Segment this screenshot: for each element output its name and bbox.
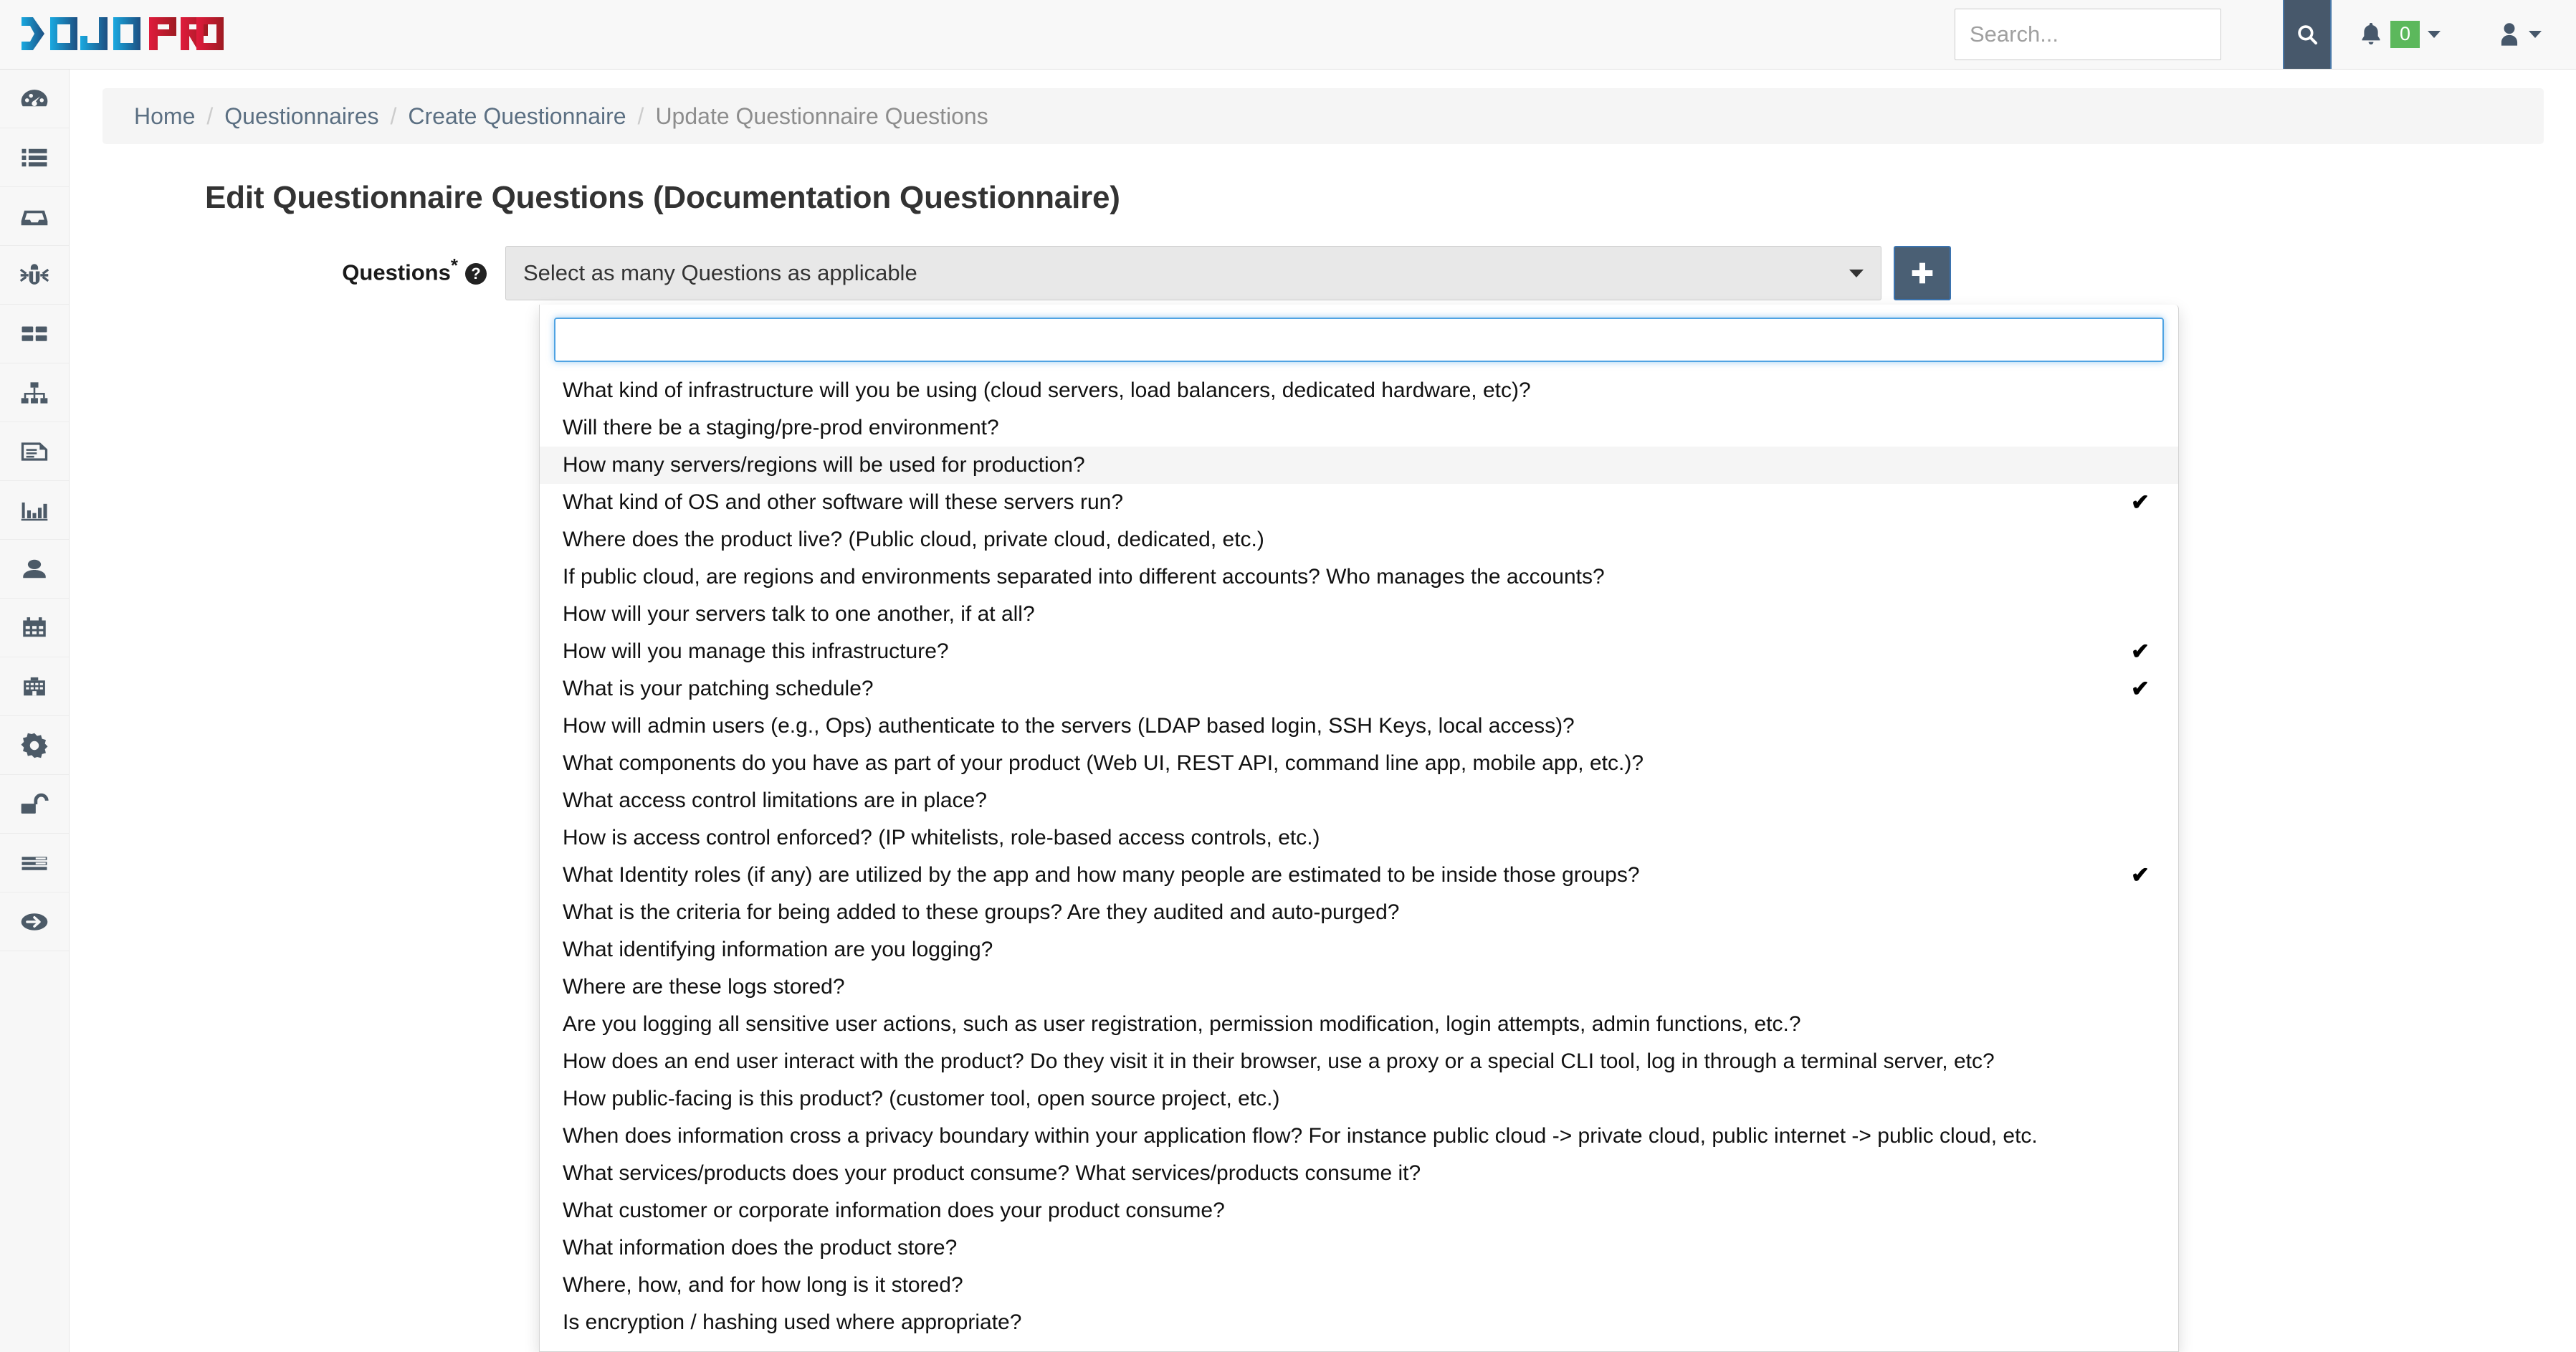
chevron-down-icon: [1849, 270, 1864, 277]
question-option[interactable]: [540, 745, 2178, 782]
breadcrumb-separator: /: [637, 103, 644, 129]
check-icon: ✔: [2131, 676, 2150, 701]
brand-logo[interactable]: [19, 13, 226, 54]
dropdown-search-input[interactable]: [554, 318, 2164, 362]
navbar-right-group: [1955, 0, 2576, 69]
question-option-label: Are you logging all sensitive user actions, such as user registration, permission modification, login attempts, admin functions, etc.?: [563, 1012, 1801, 1036]
list-icon: [19, 143, 49, 173]
sidebar-item-inbox[interactable]: [0, 187, 69, 246]
left-sidebar: [0, 70, 70, 1352]
dropdown-search-wrapper: [540, 318, 2178, 372]
breadcrumb: [102, 88, 2544, 144]
questions-select-placeholder: Select as many Questions as applicable: [523, 260, 917, 285]
question-option-label: Where are these logs stored?: [563, 975, 845, 999]
question-option-label: How will you manage this infrastructure?: [563, 639, 949, 663]
question-option-label: What kind of infrastructure will you be using (cloud servers, load balancers, dedicated hardware, etc)?: [563, 379, 1531, 402]
questions-multiselect-button[interactable]: [505, 246, 1881, 300]
question-option-label: What is the criteria for being added to these groups? Are they audited and auto-purged?: [563, 900, 1400, 924]
sidebar-item-organization[interactable]: [0, 657, 69, 716]
dojopro-logo-icon: [19, 13, 226, 54]
notifications-dropdown[interactable]: [2359, 21, 2441, 48]
sidebar-item-settings[interactable]: [0, 716, 69, 775]
required-marker: *: [450, 254, 458, 276]
add-question-button[interactable]: [1894, 246, 1951, 300]
question-option[interactable]: [540, 1006, 2178, 1043]
question-option-label: How public-facing is this product? (customer tool, open source project, etc.): [563, 1087, 1280, 1110]
question-option[interactable]: [540, 819, 2178, 857]
sidebar-item-logout[interactable]: [0, 892, 69, 951]
chevron-down-icon: [2529, 31, 2542, 38]
breadcrumb-item-questionnaires[interactable]: Questionnaires: [224, 103, 379, 129]
question-option[interactable]: [540, 782, 2178, 819]
sidebar-item-bug[interactable]: [0, 246, 69, 305]
question-option[interactable]: [540, 857, 2178, 894]
question-option-label: What Identity roles (if any) are utilized by the app and how many people are estimated to be inside those groups?: [563, 863, 1640, 887]
question-option[interactable]: [540, 596, 2178, 633]
question-option-label: If public cloud, are regions and environments separated into different accounts? Who manages the accounts?: [563, 565, 1605, 589]
sidebar-item-permissions[interactable]: [0, 775, 69, 834]
question-option[interactable]: [540, 633, 2178, 670]
gear-icon: [19, 730, 50, 761]
breadcrumb-item-home[interactable]: Home: [134, 103, 196, 129]
help-icon[interactable]: ?: [465, 263, 487, 285]
notification-count-badge: 0: [2390, 21, 2420, 47]
question-option-label: What identifying information are you logging?: [563, 938, 993, 961]
question-option-label: How is access control enforced? (IP whitelists, role-based access controls, etc.): [563, 826, 1320, 849]
question-option-label: How does an end user interact with the product? Do they visit it in their browser, use a proxy or a special CLI tool, log in through a terminal server, etc?: [563, 1049, 1995, 1073]
question-option[interactable]: [540, 521, 2178, 558]
sidebar-item-grid[interactable]: [0, 305, 69, 363]
question-option-label: Is encryption / hashing used where appropriate?: [563, 1310, 1022, 1334]
questions-field-label: [70, 246, 505, 285]
question-option[interactable]: [540, 708, 2178, 745]
question-option-label: What customer or corporate information does your product consume?: [563, 1199, 1225, 1222]
question-option-label: How many servers/regions will be used for production?: [563, 453, 1085, 477]
sidebar-item-list[interactable]: [0, 128, 69, 187]
breadcrumb-separator: /: [390, 103, 397, 129]
calendar-icon: [19, 613, 49, 643]
list-alt-icon: [19, 848, 49, 878]
question-option[interactable]: [540, 1043, 2178, 1080]
question-option[interactable]: [540, 1304, 2178, 1341]
bell-icon: [2359, 21, 2383, 48]
sidebar-item-users[interactable]: [0, 540, 69, 599]
question-option[interactable]: [540, 1192, 2178, 1229]
questions-label-text: Questions: [342, 260, 451, 285]
question-option[interactable]: [540, 1267, 2178, 1304]
sidebar-item-dashboard[interactable]: [0, 70, 69, 128]
question-option-label: Where, how, and for how long is it stored?: [563, 1273, 963, 1297]
breadcrumb-item-update-questionnaire-questions: Update Questionnaire Questions: [655, 103, 988, 129]
search-input[interactable]: [1955, 9, 2221, 60]
top-navbar: [0, 0, 2576, 70]
question-option[interactable]: [540, 409, 2178, 447]
search-icon: [2295, 22, 2319, 47]
dashboard-icon: [19, 83, 50, 115]
question-option[interactable]: [540, 558, 2178, 596]
question-option[interactable]: [540, 968, 2178, 1006]
search-button[interactable]: [2283, 0, 2332, 69]
check-icon: ✔: [2131, 490, 2150, 515]
question-option-label: What access control limitations are in place?: [563, 789, 987, 812]
user-icon: [2498, 22, 2521, 47]
question-option-label: Will there be a staging/pre-prod environment?: [563, 416, 999, 439]
check-icon: ✔: [2131, 639, 2150, 664]
sitemap-icon: [19, 377, 50, 409]
inbox-icon: [19, 201, 50, 232]
sidebar-item-sitemap[interactable]: [0, 363, 69, 422]
question-option-label: What is your patching schedule?: [563, 677, 874, 700]
question-option[interactable]: [540, 931, 2178, 968]
question-option[interactable]: [540, 484, 2178, 521]
question-option-label: What services/products does your product consume? What services/products consume it?: [563, 1161, 1421, 1185]
question-option[interactable]: [540, 372, 2178, 409]
breadcrumb-separator: /: [206, 103, 214, 129]
question-option[interactable]: [540, 1229, 2178, 1267]
questions-option-list: [540, 372, 2178, 1341]
sidebar-item-documents[interactable]: [0, 422, 69, 481]
user-icon: [19, 554, 49, 584]
bug-icon: [19, 260, 50, 291]
question-option[interactable]: [540, 1118, 2178, 1155]
sidebar-item-list-alt[interactable]: [0, 834, 69, 892]
question-option[interactable]: [540, 894, 2178, 931]
check-icon: ✔: [2131, 862, 2150, 887]
chevron-down-icon: [2428, 31, 2441, 38]
questions-dropdown-panel: [539, 305, 2179, 1352]
question-option-label: How will admin users (e.g., Ops) authenticate to the servers (LDAP based login, SSH Keys, local access)?: [563, 714, 1575, 738]
question-option-label: How will your servers talk to one another, if at all?: [563, 602, 1035, 626]
grid-icon: [19, 319, 49, 349]
question-option[interactable]: [540, 670, 2178, 708]
question-option-label: What kind of OS and other software will these servers run?: [563, 490, 1124, 514]
plus-icon: [1908, 259, 1937, 287]
sidebar-item-reports[interactable]: [0, 481, 69, 540]
question-option-label: When does information cross a privacy boundary within your application flow? For instance public cloud -> private cloud, public internet -> public cloud, etc.: [563, 1124, 2038, 1148]
breadcrumb-item-create-questionnaire[interactable]: Create Questionnaire: [408, 103, 626, 129]
questions-select-wrapper: [505, 246, 1951, 300]
question-option-label: What components do you have as part of your product (Web UI, REST API, command line app, mobile app, etc.)?: [563, 751, 1644, 775]
file-icon: [19, 436, 50, 467]
questions-form-row: [70, 246, 2576, 300]
question-option-label: What information does the product store?: [563, 1236, 958, 1260]
unlock-icon: [19, 789, 50, 820]
question-option[interactable]: [540, 447, 2178, 484]
user-menu-dropdown[interactable]: [2498, 22, 2542, 47]
building-icon: [19, 672, 49, 702]
page-title: Edit Questionnaire Questions (Documentation Questionnaire): [205, 180, 1120, 215]
sidebar-item-calendar[interactable]: [0, 599, 69, 657]
question-option[interactable]: [540, 1080, 2178, 1118]
question-option-label: Where does the product live? (Public cloud, private cloud, dedicated, etc.): [563, 528, 1264, 551]
sign-out-icon: [19, 906, 50, 938]
question-option[interactable]: [540, 1155, 2178, 1192]
bar-chart-icon: [19, 495, 50, 526]
